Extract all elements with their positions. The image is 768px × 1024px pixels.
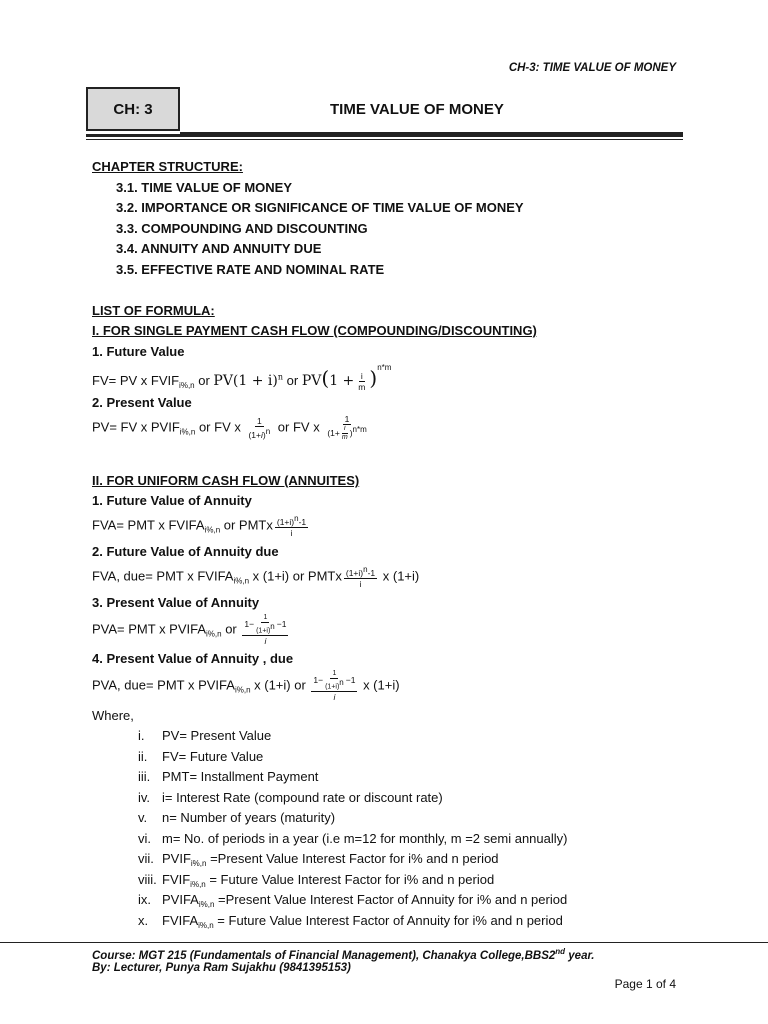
definition-pvifa — [162, 892, 567, 909]
pv-formula: PV= FV x $PVIF_{i\%,n}$ or FV x $\frac{1}{(1+i)^n}$ or FV x 1 (1+ $\frac{i}{m}$ )$^{n*m}$ — [92, 414, 367, 442]
term: FVIFA — [162, 913, 199, 928]
structure-heading: CHAPTER STRUCTURE: — [92, 159, 243, 174]
pva-heading: 3. Present Value of Annuity — [92, 595, 260, 610]
definition-pv: PV= Present Value — [162, 728, 272, 743]
running-header: CH-3: TIME VALUE OF MONEY — [508, 62, 676, 74]
definition-fvif — [162, 872, 494, 889]
section-uniform-cash-flow: II. FOR UNIFORM CASH FLOW (ANNUITES) — [92, 473, 360, 488]
fva-due-heading: 2. Future Value of Annuity due — [92, 544, 279, 559]
formula-heading: LIST OF FORMULA: — [92, 303, 215, 318]
term-description: =Present Value Interest Factor of Annuity for i% and n period — [214, 892, 568, 907]
structure-item: 3.1. TIME VALUE OF MONEY — [116, 180, 293, 195]
where-label: Where, — [92, 708, 134, 723]
fva-heading: 1. Future Value of Annuity — [92, 493, 252, 508]
term: PVIF — [162, 851, 191, 866]
term: FVIF — [162, 872, 191, 887]
definition-years: n= Number of years (maturity) — [162, 810, 336, 825]
title-rule-thick — [86, 134, 683, 137]
term-subscript: i%,n — [198, 921, 214, 930]
term-description: =Present Value Interest Factor for i% and n period — [206, 851, 499, 866]
page-number: Page 1 of 4 — [614, 977, 676, 991]
list-item-number: vi. — [138, 831, 151, 846]
footer-lecturer: By: Lecturer, Punya Ram Sujakhu (9841395153) — [92, 962, 351, 974]
term-subscript: i%,n — [190, 859, 207, 868]
footer-course — [92, 947, 595, 962]
fva-due-formula: FVA, due= PMT x $FVIFA_{i\%,n}$ x (1+i) or PMTx $\frac{(1+i)^n-1}{i}$ x (1+i) — [92, 565, 420, 589]
list-item-number: iv. — [138, 790, 151, 805]
definition-fv: FV= Future Value — [162, 749, 264, 764]
list-item-number: v. — [138, 810, 148, 825]
chapter-title: TIME VALUE OF MONEY — [330, 101, 504, 118]
term-subscript: i%,n — [198, 900, 215, 909]
term-description: = Future Value Interest Factor of Annuity for i% and n period — [213, 913, 563, 928]
list-item-number: ii. — [138, 749, 148, 764]
course-end: year. — [565, 949, 595, 962]
list-item-number: i. — [138, 728, 145, 743]
list-item-number: vii. — [138, 851, 154, 866]
structure-item: 3.3. COMPOUNDING AND DISCOUNTING — [116, 221, 368, 236]
structure-item: 3.2. IMPORTANCE OR SIGNIFICANCE OF TIME VALUE OF MONEY — [116, 200, 524, 215]
footer-rule — [0, 942, 768, 943]
section-single-payment: I. FOR SINGLE PAYMENT CASH FLOW (COMPOUNDING/DISCOUNTING) — [92, 323, 537, 338]
chapter-number-box — [86, 87, 180, 131]
definition-pmt: PMT= Installment Payment — [162, 769, 319, 784]
fva-formula: FVA= PMT x $FVIFA_{i\%,n}$ or PMTx $\frac{(1+i)^n-1}{i}$ — [92, 514, 307, 538]
pva-formula: PVA= PMT x $PVIFA_{i\%,n}$ or 1− $\frac{1}{(1+i)^n}$ −1 i — [92, 614, 287, 647]
fv-formula: FV= PV x $FVIF_{i\%,n}$ or $PV(1 + i)^n$ or PV(1 + $\frac{i}{m}$ )$^{n*m}$ — [92, 362, 392, 393]
term-subscript: i%,n — [190, 880, 206, 889]
structure-item: 3.4. ANNUITY AND ANNUITY DUE — [116, 241, 322, 256]
structure-item: 3.5. EFFECTIVE RATE AND NOMINAL RATE — [116, 262, 385, 277]
list-item-number: ix. — [138, 892, 151, 907]
term: PVIFA — [162, 892, 199, 907]
course-sup: nd — [555, 947, 566, 956]
pva-due-formula: PVA, due= PMT x $PVIFA_{i\%,n}$ x (1+i) or 1− $\frac{1}{(1+i)^n}$ −1 i x (1+i) — [92, 670, 400, 703]
definition-fvifa — [162, 913, 563, 930]
list-item-number: viii. — [138, 872, 157, 887]
definition-pvif — [162, 851, 499, 868]
pva-due-heading: 4. Present Value of Annuity , due — [92, 651, 294, 666]
chapter-number: CH: 3 — [113, 100, 153, 118]
title-rule-thin — [86, 139, 683, 140]
pv-heading: 2. Present Value — [92, 395, 192, 410]
fv-heading: 1. Future Value — [92, 344, 185, 359]
list-item-number: iii. — [138, 769, 151, 784]
definition-periods: m= No. of periods in a year (i.e m=12 for monthly, m =2 semi annually) — [162, 831, 568, 846]
term-description: = Future Value Interest Factor for i% and n period — [205, 872, 495, 887]
list-item-number: x. — [138, 913, 149, 928]
definition-interest-rate: i= Interest Rate (compound rate or discount rate) — [162, 790, 443, 805]
course-text: Course: MGT 215 (Fundamentals of Financial Management), Chanakya College,BBS2 — [92, 949, 556, 962]
